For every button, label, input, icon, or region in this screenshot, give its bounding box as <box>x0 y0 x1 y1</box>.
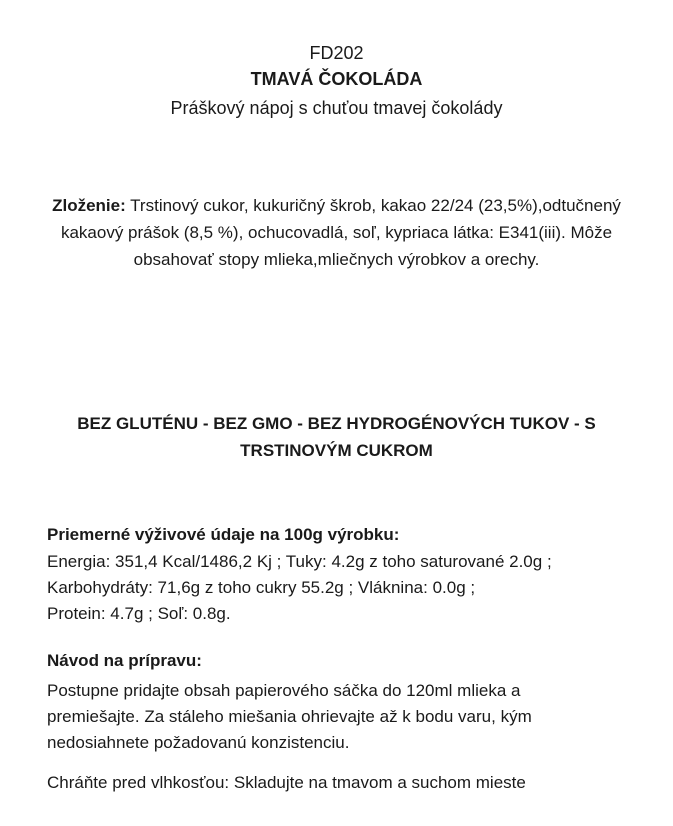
nutrition-heading: Priemerné výživové údaje na 100g výrobku: <box>47 525 400 544</box>
nutrition-line-protein-salt: Protein: 4.7g ; Soľ: 0.8g. <box>47 604 231 623</box>
product-subtitle: Práškový nápoj s chuťou tmavej čokolády <box>170 98 503 118</box>
composition-paragraph <box>40 192 633 273</box>
preparation-heading: Návod na prípravu: <box>47 651 202 670</box>
composition-text: Trstinový cukor, kukuričný škrob, kakao 22/24 (23,5%),odtučnený kakaový prášok (8,5 %), ochucovadlá, soľ, kypriaca látka: E341(iii). Môže obsahovať stopy mlieka,mliečnych výrobkov a orechy. <box>60 196 621 269</box>
nutrition-line-carbs-fiber: Karbohydráty: 71,6g z toho cukry 55.2g ; Vláknina: 0.0g ; <box>47 578 476 597</box>
nutrition-line-energy-fat: Energia: 351,4 Kcal/1486,2 Kj ; Tuky: 4.2g z toho saturované 2.0g ; <box>47 552 552 571</box>
composition-label: Zloženie: <box>52 196 126 215</box>
preparation-text: Postupne pridajte obsah papierového sáčka do 120ml mlieka a premiešajte. Za stáleho miešania ohrievajte až k bodu varu, kým nedosiahnete požadovanú konzistenciu. <box>47 681 532 752</box>
product-title: TMAVÁ ČOKOLÁDA <box>250 69 423 89</box>
nutrition-values <box>47 549 647 627</box>
product-claims: BEZ GLUTÉNU - BEZ GMO - BEZ HYDROGÉNOVÝCH TUKOV - S TRSTINOVÝM CUKROM <box>77 414 596 460</box>
storage-instructions: Chráňte pred vlhkosťou: Skladujte na tmavom a suchom mieste <box>47 773 526 792</box>
product-code: FD202 <box>309 43 364 63</box>
